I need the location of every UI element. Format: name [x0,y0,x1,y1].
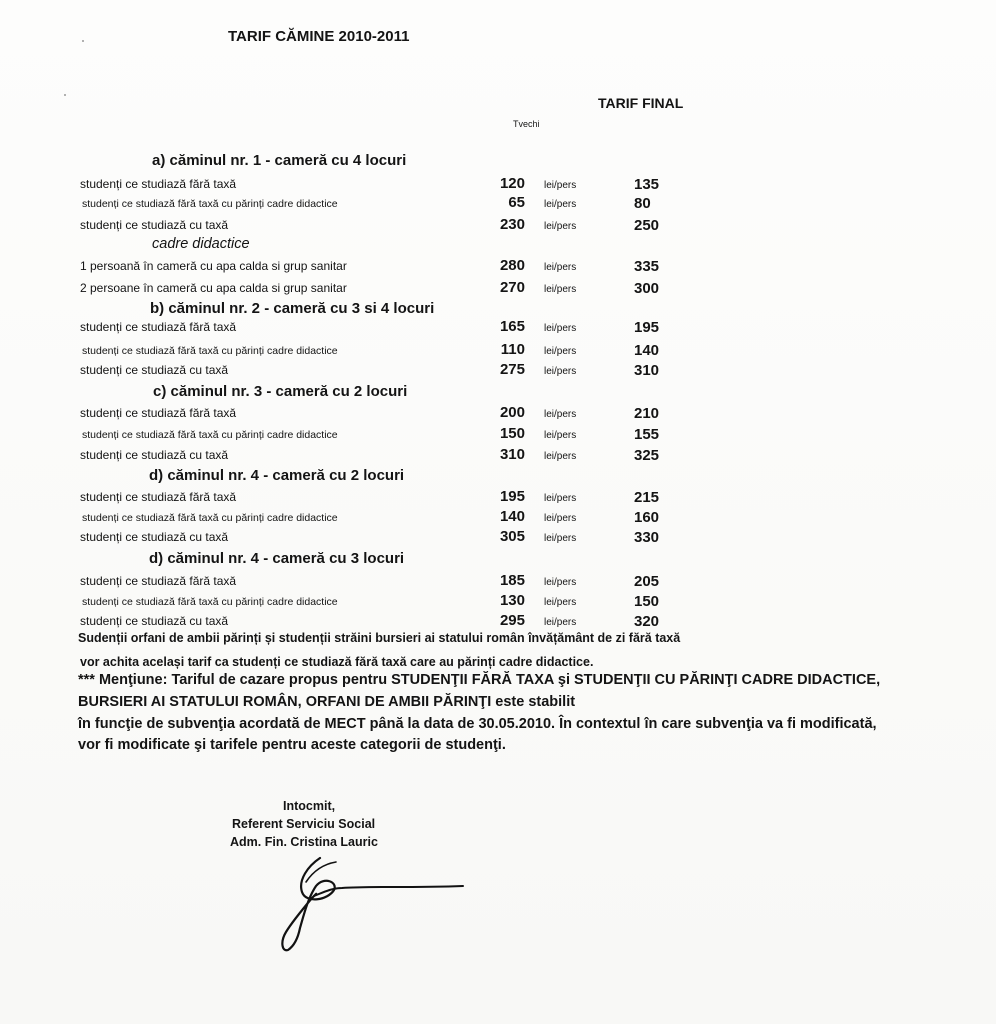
final-tariff-value: 160 [634,509,660,526]
final-tariff-value: 140 [634,342,660,359]
old-tariff-value: 110 [500,341,525,358]
section-heading: a) căminul nr. 1 - cameră cu 4 locuri [152,152,407,169]
final-tariff-value: 320 [634,613,660,630]
row-label: studenți ce studiază fără taxă [80,490,237,504]
unit-label: lei/pers [544,577,577,588]
mentiune-line-1: *** Menţiune: Tariful de cazare propus pentru STUDENŢII FĂRĂ TAXA şi STUDENŢII CU PĂRINŢI CADRE DIDACTICE, [78,672,881,688]
subsection-heading: cadre didactice [152,236,250,252]
scan-speck [82,40,84,42]
final-tariff-value: 150 [634,593,660,610]
document-title: TARIF CĂMINE 2010-2011 [228,28,410,45]
old-tariff-value: 120 [499,175,525,192]
row-label: studenți ce studiază fără taxă [80,177,237,191]
note-line-1: Sudenții orfani de ambii părinți și studenții străini bursieri ai statului român învățământ de zi fără taxă [78,631,681,645]
row-label: studenți ce studiază fără taxă cu părinți cadre didactice [82,345,338,357]
row-label: studenți ce studiază fără taxă [80,320,237,334]
old-tariff-value: 65 [508,194,525,211]
unit-label: lei/pers [544,262,577,273]
row-label: studenți ce studiază cu taxă [80,448,229,462]
mentiune-line-3: în funcţie de subvenţia acordată de MECT până la data de 30.05.2010. În contextul în care subvenţia va fi modificată, [78,716,877,732]
row-label: studenți ce studiază cu taxă [80,530,229,544]
unit-label: lei/pers [544,617,577,628]
section-heading: d) căminul nr. 4 - cameră cu 3 locuri [149,550,405,567]
section-heading: b) căminul nr. 2 - cameră cu 3 si 4 locuri [150,300,435,317]
row-label: 1 persoană în cameră cu apa calda si grup sanitar [80,259,347,273]
unit-label: lei/pers [544,597,577,608]
row-label: studenți ce studiază cu taxă [80,363,229,377]
note-line-2: vor achita același tarif ca studenți ce studiază fără taxă care au părinți cadre didactice. [80,655,594,669]
signature-intocmit: Intocmit, [283,799,336,813]
unit-label: lei/pers [544,513,577,524]
unit-label: lei/pers [544,180,577,191]
signature-role: Referent Serviciu Social [232,817,376,831]
unit-label: lei/pers [544,346,577,357]
unit-label: lei/pers [544,533,577,544]
old-tariff-value: 185 [499,572,525,589]
old-tariff-value: 275 [499,361,525,378]
final-tariff-value: 80 [634,195,651,212]
old-tariff-value: 310 [499,446,525,463]
row-label: 2 persoane în cameră cu apa calda si grup sanitar [80,281,347,295]
row-label: studenți ce studiază cu taxă [80,614,229,628]
unit-label: lei/pers [544,199,577,210]
section-heading: d) căminul nr. 4 - cameră cu 2 locuri [149,467,405,484]
section-heading: c) căminul nr. 3 - cameră cu 2 locuri [153,383,408,400]
old-tariff-value: 280 [499,257,525,274]
old-tariff-value: 270 [499,279,525,296]
unit-label: lei/pers [544,366,577,377]
row-label: studenți ce studiază fără taxă cu părinți cadre didactice [82,596,338,608]
old-tariff-value: 140 [499,508,525,525]
row-label: studenți ce studiază fără taxă cu părinți cadre didactice [82,198,338,210]
unit-label: lei/pers [544,323,577,334]
signature-name: Adm. Fin. Cristina Lauric [230,835,378,849]
old-tariff-value: 295 [499,612,525,629]
column-header-tarif-final: TARIF FINAL [598,95,684,111]
final-tariff-value: 335 [634,258,660,275]
old-tariff-value: 230 [499,216,525,233]
unit-label: lei/pers [544,451,577,462]
final-tariff-value: 250 [634,217,660,234]
scan-speck [64,94,66,96]
old-tariff-value: 195 [499,488,525,505]
mentiune-line-2: BURSIERI AI STATULUI ROMÂN, ORFANI DE AMBII PĂRINŢI este stabilit [78,694,576,710]
old-tariff-value: 200 [499,404,525,421]
mentiune-line-4: vor fi modificate şi tarifele pentru aceste categorii de studenţi. [78,737,506,753]
final-tariff-value: 195 [634,319,660,336]
unit-label: lei/pers [544,409,577,420]
handwritten-signature [258,846,478,956]
unit-label: lei/pers [544,430,577,441]
final-tariff-value: 325 [634,447,660,464]
row-label: studenți ce studiază cu taxă [80,218,229,232]
old-tariff-value: 130 [499,592,525,609]
old-tariff-value: 305 [499,528,525,545]
column-header-tvechi: Tvechi [513,119,540,129]
row-label: studenți ce studiază fără taxă [80,406,237,420]
final-tariff-value: 205 [634,573,660,590]
row-label: studenți ce studiază fără taxă cu părinți cadre didactice [82,512,338,524]
final-tariff-value: 210 [634,405,660,422]
final-tariff-value: 215 [634,489,660,506]
row-label: studenți ce studiază fără taxă cu părinți cadre didactice [82,429,338,441]
unit-label: lei/pers [544,493,577,504]
unit-label: lei/pers [544,221,577,232]
final-tariff-value: 330 [634,529,660,546]
final-tariff-value: 300 [634,280,660,297]
unit-label: lei/pers [544,284,577,295]
final-tariff-value: 135 [634,176,660,193]
final-tariff-value: 310 [634,362,660,379]
old-tariff-value: 165 [499,318,525,335]
row-label: studenți ce studiază fără taxă [80,574,237,588]
old-tariff-value: 150 [499,425,525,442]
final-tariff-value: 155 [634,426,660,443]
